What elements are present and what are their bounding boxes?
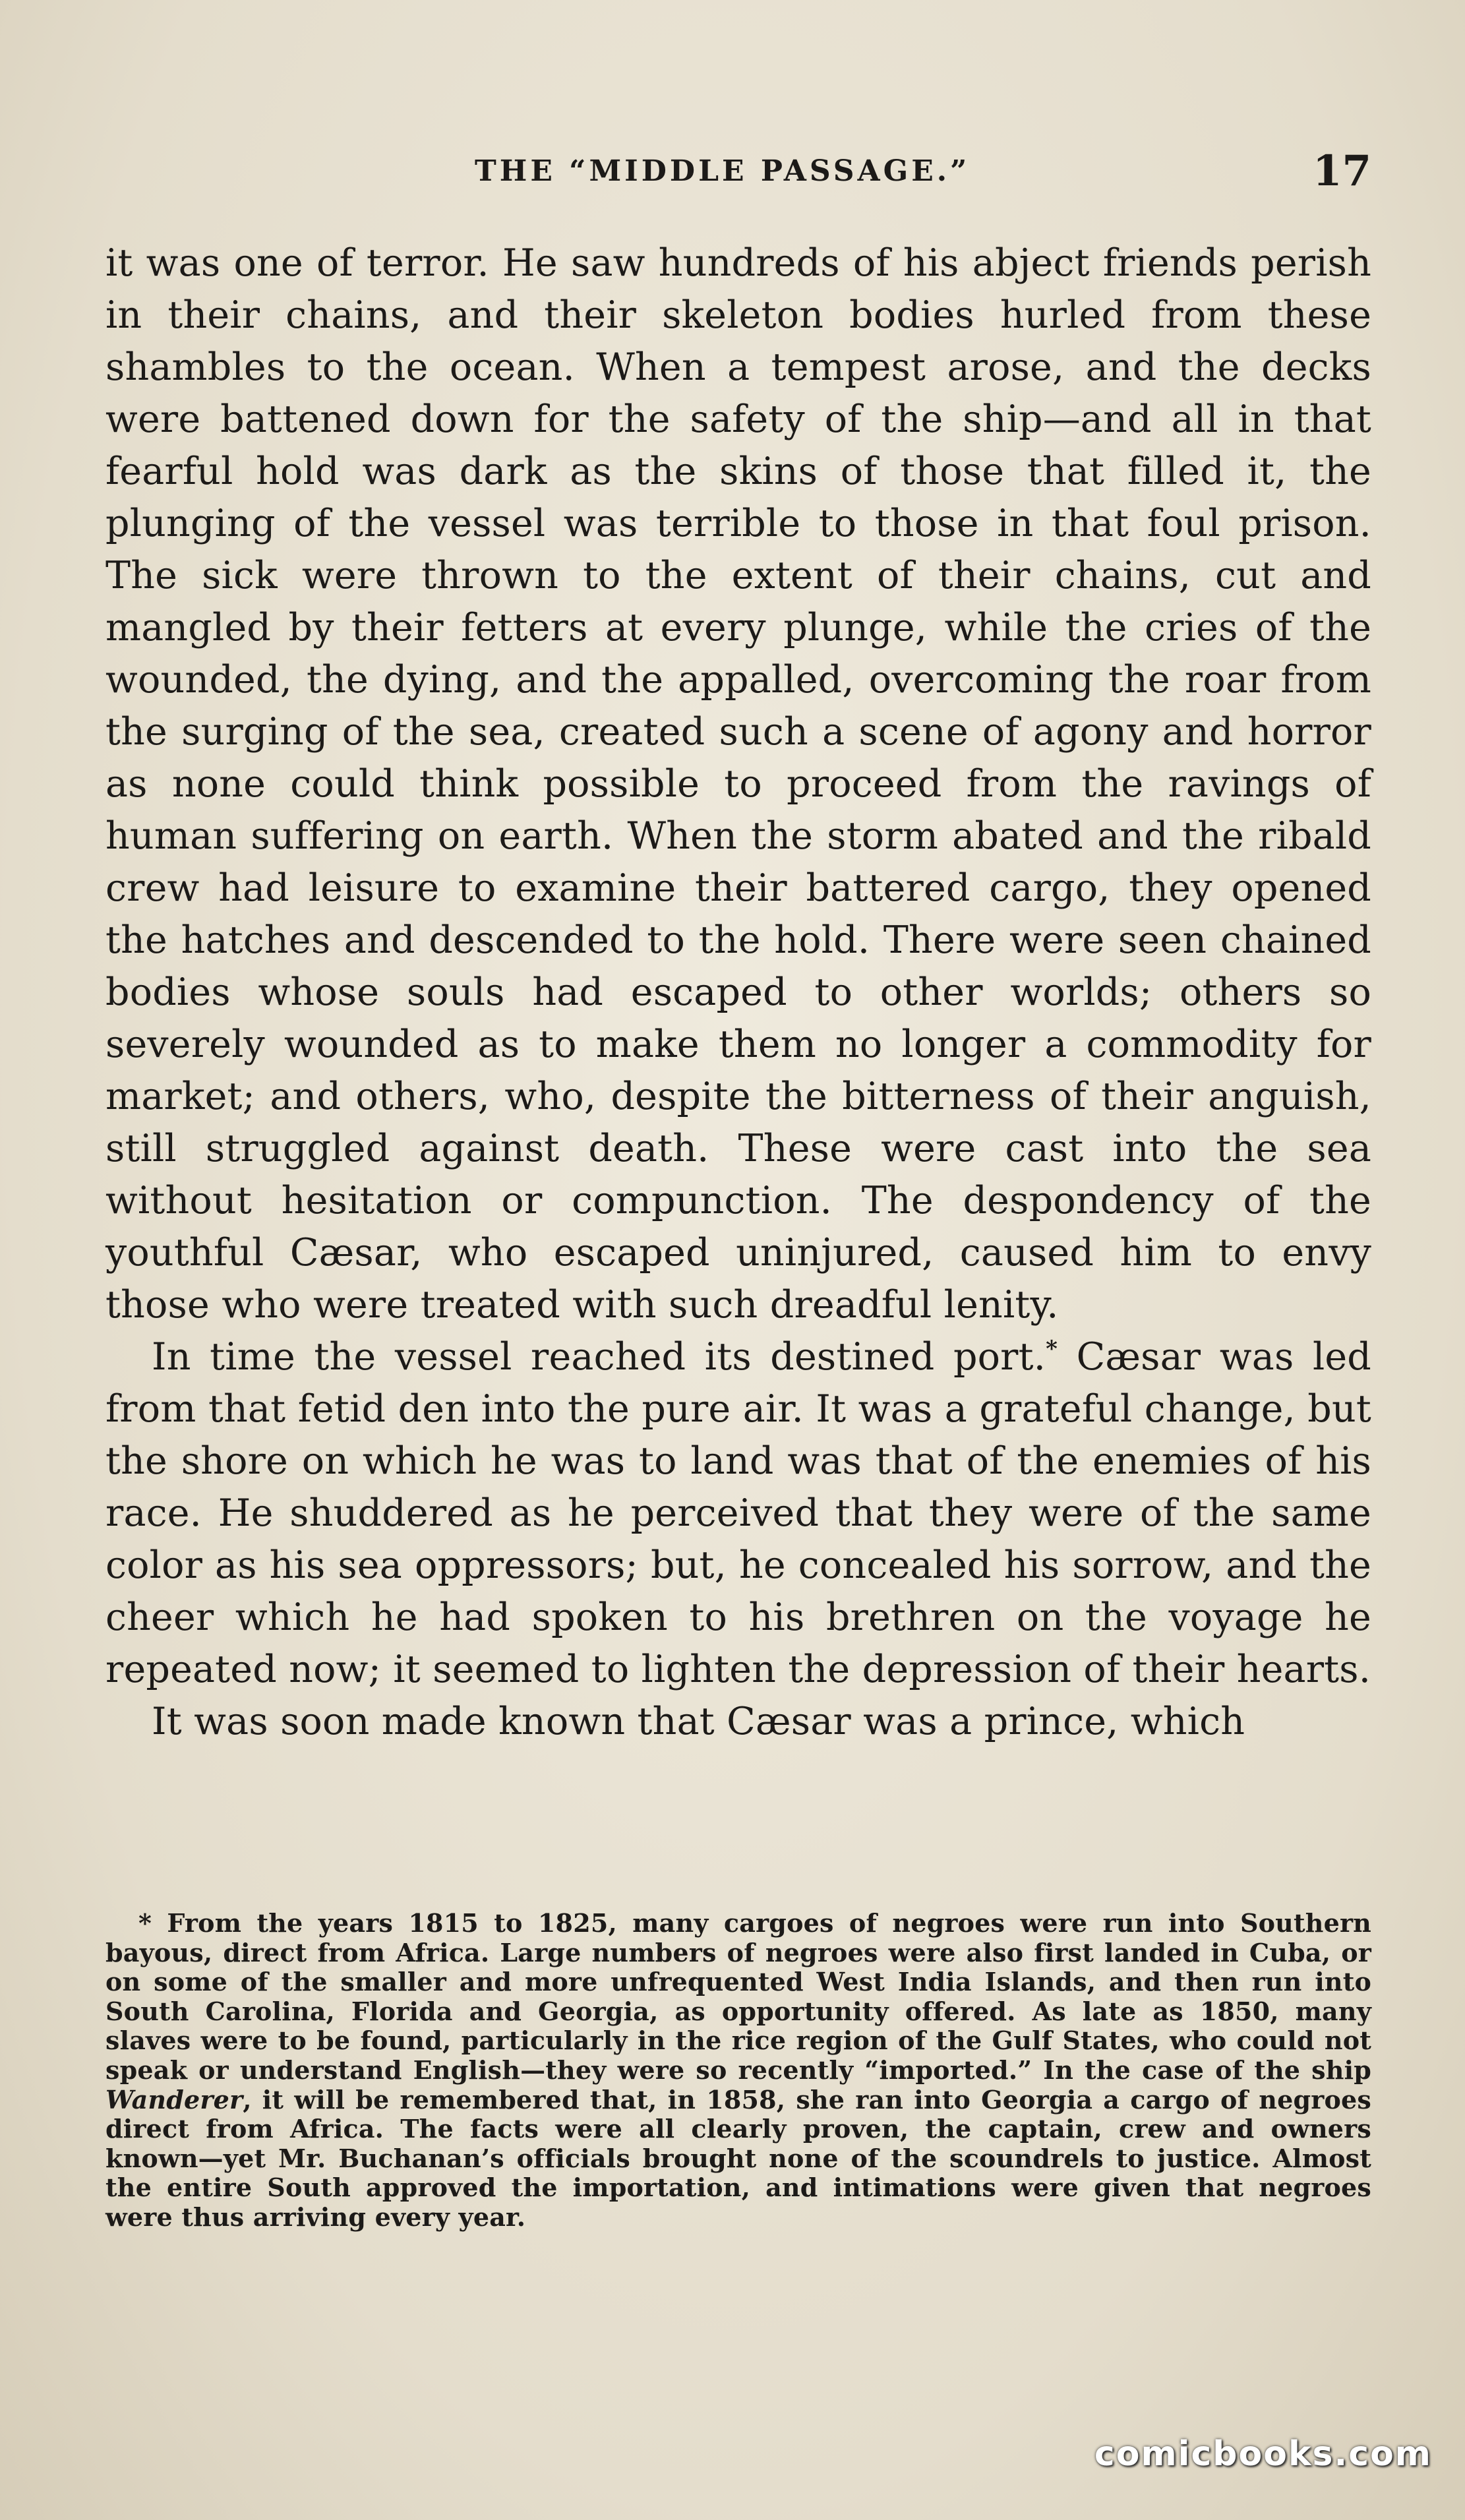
paragraph-2-rest: Cæsar was led from that fetid den into the pure air. It was a grateful change, but the shore on which he was to land was that of the enemies of his race. He shuddered as he perceived that they were of the same color as his sea oppressors; but, he concealed his sorrow, and the cheer which he had spoken to his brethren on the voyage he repeated now; it seemed to lighten the depression of their hearts. [105,1335,1371,1691]
paragraph-3: It was soon made known that Cæsar was a prince, which [152,1700,1245,1743]
page-number: 17 [1312,146,1371,196]
running-head [105,148,1371,195]
footnote-ship-name: Wanderer [105,2084,243,2115]
paragraph-1: it was one of terror. He saw hundreds of his abject friends perish in their chains, and their skeleton bodies hurled from these shambles to the ocean. When a tempest arose, and the decks were battened down for the safety of the ship—and all in that fearful hold was dark as the skins of those that filled it, the plunging of the vessel was terrible to those in that foul prison. The sick were thrown to the extent of their chains, cut and mangled by their fetters at every plunge, while the cries of the wounded, the dying, and the appalled, overcoming the roar from the surging of the sea, created such a scene of agony and horror as none could think possible to proceed from the ravings of human suffering on earth. When the storm abated and the ribald crew had leisure to examine their battered cargo, they opened the hatches and descended to the hold. There were seen chained bodies whose souls had escaped to other worlds; others so severely wounded as to make them no longer a commodity for market; and others, who, despite the bitterness of their anguish, still struggled against death. These were cast into the sea without hesitation or compunction. The despondency of the youthful Cæsar, who escaped uninjured, caused him to envy those who were treated with such dreadful lenity. [105,241,1371,1327]
footnote-part-1: * From the years 1815 to 1825, many cargoes of negroes were run into Southern bayous, direct from Africa. Large numbers of negroes were also first landed in Cuba, or on some of the smaller and more unfrequented West India Islands, and then run into South Carolina, Florida and Georgia, as opportunity offered. As late as 1850, many slaves were to be found, particularly in the rice region of the Gulf States, who could not speak or understand English—they were so recently “imported.” In the case of the ship [105,1908,1371,2085]
watermark-logo: comicbooks.com [1094,2434,1432,2474]
footnote-part-2: , it will be remembered that, in 1858, she ran into Georgia a cargo of negroes direct from Africa. The facts were all clearly proven, the captain, crew and owners known—yet Mr. Buchanan’s officials brought none of the scoundrels to justice. Almost the entire South approved the importation, and intimations were given that negroes were thus arriving every year. [105,2084,1371,2232]
footnote-text [105,1909,1371,2233]
body-text [105,237,1371,1748]
footnote [105,1909,1371,2233]
running-title: THE “MIDDLE PASSAGE.” [475,154,971,188]
footnote-reference-mark: * [1046,1336,1058,1362]
paragraph-2-start: In time the vessel reached its destined port. [152,1335,1046,1379]
paragraph-2 [105,1331,1371,1696]
